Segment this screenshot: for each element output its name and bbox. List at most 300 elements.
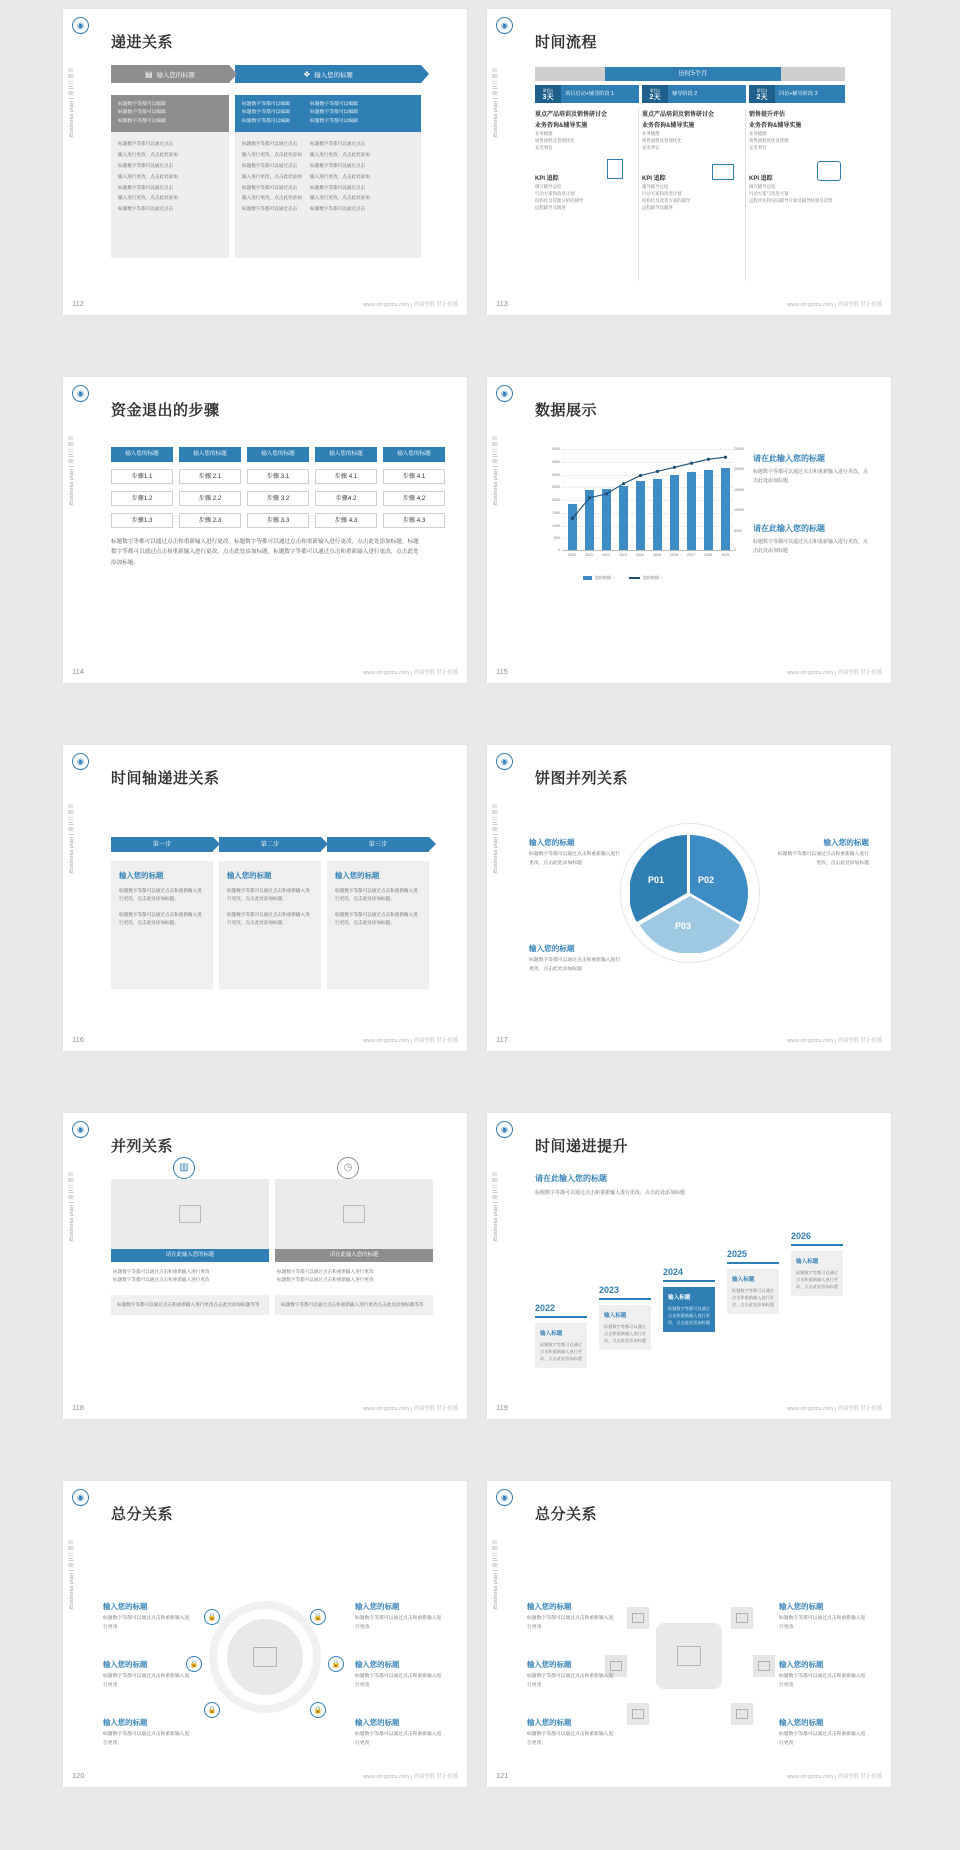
label-left-2 <box>527 1659 615 1690</box>
year-heading: 输入标题 <box>604 1312 627 1319</box>
step-cell: 步骤 4.1 <box>315 469 377 484</box>
step-column-1[interactable] <box>111 447 173 528</box>
group-head: 重点产品培训及销售研讨会 <box>535 112 608 118</box>
slide-sidetext: Business plan | 商业计划书 <box>69 435 75 505</box>
lock-icon: 🔒 <box>331 1661 341 1668</box>
step-cell: 步骤 2.3 <box>179 513 241 528</box>
image-placeholder-icon <box>736 1613 748 1623</box>
year-card-2025[interactable] <box>727 1249 779 1314</box>
lock-icon: 🔒 <box>189 1661 199 1668</box>
step-card-2[interactable] <box>219 837 321 989</box>
slide-113[interactable] <box>486 8 892 316</box>
label-left-3 <box>527 1717 615 1748</box>
image-placeholder-icon <box>179 1205 201 1223</box>
step-column-2[interactable] <box>179 447 241 528</box>
plot-area <box>562 449 733 557</box>
page-number: 113 <box>496 299 508 308</box>
node-tile-1[interactable] <box>627 1607 649 1629</box>
team-icon <box>817 161 841 181</box>
arrow-icon <box>213 837 220 851</box>
label-heading: 输入您的标题 <box>103 1602 148 1611</box>
arrow-icon <box>429 837 436 851</box>
label-right-3 <box>355 1717 443 1748</box>
block-text: 标题数字等都可以通过点击和重新输入进行更改，点击此处添加标题 <box>753 469 869 484</box>
label-right-3 <box>779 1717 867 1748</box>
list-item: 标题数字等都可以通过点击 <box>242 206 298 212</box>
label-heading: 输入您的标题 <box>355 1718 400 1727</box>
label-heading: 输入您的标题 <box>527 1602 572 1611</box>
slide-119[interactable] <box>486 1112 892 1420</box>
label-heading: 输入您的标题 <box>529 838 575 847</box>
year-label: 2025 <box>727 1249 748 1259</box>
list-item: 标题数字等都可以通过点击 <box>118 206 174 212</box>
step-3-stage: 阶段3 2天 <box>749 85 775 103</box>
label-left-2 <box>103 1659 191 1690</box>
page-number: 118 <box>72 1403 84 1412</box>
label-heading: 输入您的标题 <box>103 1718 148 1727</box>
label-right-2 <box>355 1659 443 1690</box>
band-text: 标题数字等都可以编辑 <box>242 102 290 107</box>
step-body <box>111 861 213 989</box>
slide-sidetext: Business plan | 商业计划书 <box>69 803 75 873</box>
label-text: 标题数字等都可以通过点击和重新输入进行更改 <box>779 1674 866 1688</box>
card-1-lines: 标题数字等都可以通过点击和重新输入进行更改 标题数字等都可以通过点击和重新输入进行更改 <box>113 1269 210 1283</box>
step-2-label: 辅导阶段 2 <box>672 91 698 97</box>
group-subs: 业务梳理 销售流程及管理优化 充电事官 <box>642 131 682 150</box>
year-label: 2022 <box>535 1303 556 1313</box>
image-placeholder-icon <box>677 1646 701 1666</box>
footer-note: www.rpt.gmzu.com | 内部资料 禁止传播 <box>363 1774 458 1780</box>
list-item: 标题数字等都可以通过点击 <box>118 141 174 147</box>
header-chip-1-label: 输入您的标题 <box>156 71 195 79</box>
globe-icon: ◉ <box>496 385 513 402</box>
column-3-bands <box>303 95 421 132</box>
x-tick: 2025 <box>653 553 661 557</box>
year-heading: 输入标题 <box>540 1330 563 1337</box>
node-lock-6[interactable] <box>310 1702 326 1718</box>
pie-outer-ring <box>620 823 760 963</box>
band-text: 标题数字等都可以编辑 <box>310 118 358 124</box>
slide-112[interactable] <box>62 8 468 316</box>
lock-icon: 🔒 <box>207 1707 217 1714</box>
band-text: 标题数字等都可以编辑 <box>242 118 290 124</box>
step-cell: 步骤 4.3 <box>315 513 377 528</box>
list-item: 输入进行更改，点击此处添加 <box>242 152 302 158</box>
page-title: 并列关系 <box>111 1138 174 1155</box>
year-card-2024[interactable] <box>663 1267 715 1332</box>
node-lock-2[interactable] <box>310 1609 326 1625</box>
page-title: 数据展示 <box>535 402 598 419</box>
group-head: 重点产品培训及销售研讨会 <box>642 112 715 118</box>
year-text: 标题数字等都可以通过点击和重新输入进行更改，点击此处添加标题 <box>540 1341 582 1361</box>
node-tile-5[interactable] <box>627 1703 649 1725</box>
label-heading: 输入您的标题 <box>527 1718 572 1727</box>
image-placeholder-icon <box>343 1205 365 1223</box>
step-tag: 第二步 <box>219 837 321 852</box>
step-cell: 步骤1.2 <box>111 491 173 506</box>
step-heading: 输入您的标题 <box>227 871 272 880</box>
x-tick: 2023 <box>619 553 627 557</box>
column-1-bands <box>111 95 229 132</box>
page-title: 时间轴递进关系 <box>111 770 220 787</box>
label-left-3 <box>103 1717 191 1748</box>
globe-icon: ◉ <box>72 753 89 770</box>
x-tick: 2026 <box>670 553 678 557</box>
page-title: 时间流程 <box>535 34 598 51</box>
step-text: 标题数字等都可以通过点击和重新输入进行更改，点击此处添加标题。 <box>119 888 202 902</box>
label-heading: 输入您的标题 <box>355 1602 400 1611</box>
page-title: 总分关系 <box>535 1506 598 1523</box>
step-cell: 步骤 3.3 <box>247 513 309 528</box>
group-subs: 填写辅导总结 行动方案和改进计划 结构化及管理分析的辅导 远程辅导及跟进 <box>535 184 584 210</box>
column-header: 输入您的标题 <box>315 447 377 462</box>
block-heading: 请在此输入您的标题 <box>753 454 825 463</box>
step-heading: 输入您的标题 <box>119 871 164 880</box>
header-chip-2-label: 输入您的标题 <box>314 71 353 79</box>
step-cell: 步骤 2.1 <box>179 469 241 484</box>
year-text: 标题数字等都可以通过点击和重新输入进行更改，点击此处添加标题 <box>796 1269 838 1289</box>
data-chart <box>543 447 753 580</box>
block-heading: 请在此输入您的标题 <box>753 524 825 533</box>
column-header: 输入您的标题 <box>179 447 241 462</box>
year-box-active <box>663 1287 715 1332</box>
list-item: 输入进行更改，点击此处添加 <box>310 152 370 158</box>
step-text: 标题数字等都可以通过点击和重新输入进行更改，点击此处添加标题。 <box>227 888 310 902</box>
slide-sidetext: Business plan | 商业计划书 <box>493 435 499 505</box>
slide-115[interactable] <box>486 376 892 684</box>
legend-series-1: 您的数据一 <box>583 575 615 581</box>
page-number: 116 <box>72 1035 84 1044</box>
card-1[interactable] <box>111 1162 269 1315</box>
footer-note: www.rpt.gmzu.com | 内部资料 禁止传播 <box>787 1406 882 1412</box>
group-subs: 业务梳理 销售流程及管理优化 充电事官 <box>535 131 575 150</box>
group-subs: 辅导辅导总结 行动方案和改进计划 结构化及改善方案的辅导 远程辅导及跟进 <box>642 184 691 210</box>
step-card-3[interactable] <box>327 837 429 989</box>
people-icon: ❖ <box>303 69 311 79</box>
node-lock-1[interactable] <box>204 1609 220 1625</box>
footer-note: www.rpt.gmzu.com | 内部资料 禁止传播 <box>363 1406 458 1412</box>
year-heading: 输入标题 <box>668 1294 691 1301</box>
right-block-1 <box>753 453 871 486</box>
list-item: 标题数字等都可以通过点击 <box>310 141 366 147</box>
column-header: 输入您的标题 <box>383 447 445 462</box>
pie-slice-label: P01 <box>648 875 665 885</box>
year-text: 标题数字等都可以通过点击和重新输入进行更改，点击此处添加标题 <box>668 1305 710 1325</box>
band-text: 标题数字等都可以编辑 <box>310 102 358 107</box>
card-2-lines: 标题数字等都可以通过点击和重新输入进行更改 标题数字等都可以通过点击和重新输入进行更改 <box>277 1269 374 1283</box>
list-item: 标题数字等都可以通过点击 <box>242 184 298 190</box>
year-box <box>791 1251 843 1296</box>
card-1-caption: 请在此输入您的标题 <box>111 1249 269 1262</box>
step-text: 标题数字等都可以通过点击和重新输入进行更改，点击此处添加标题。 <box>119 912 202 926</box>
label-right-1 <box>779 1601 867 1632</box>
arrow-blue-icon <box>421 65 429 83</box>
group-subs: 填写辅导总结 行动方案与改进方案 远程评估和实际辅导计划及辅导结果及反馈 <box>749 184 833 204</box>
pie-chart[interactable] <box>630 833 750 953</box>
list-item: 标题数字等都可以通过点击 <box>242 141 298 147</box>
slide-114[interactable] <box>62 376 468 684</box>
label-heading: 输入您的标题 <box>779 1718 824 1727</box>
label-text: 标题数字等都可以通过点击和重新输入进行更改 <box>779 1732 866 1746</box>
list-item: 输入进行更改，点击此处添加 <box>118 152 178 158</box>
label-text: 标题数字等都可以通过点击和重新输入进行更改 <box>355 1732 442 1746</box>
year-card-2026[interactable] <box>791 1231 843 1296</box>
y-axis-right: 25000 20000 15000 10000 5000 0 <box>734 447 744 552</box>
pie-label-left <box>529 837 621 868</box>
list-item: 输入进行更改，点击此处添加 <box>310 173 370 179</box>
label-text: 标题数字等都可以通过点击和重新输入进行更改 <box>779 1616 866 1630</box>
x-tick: 2029 <box>721 553 729 557</box>
node-tile-6[interactable] <box>731 1703 753 1725</box>
detail-column-3 <box>749 109 850 209</box>
step-1[interactable] <box>535 85 639 103</box>
step-card-1[interactable] <box>111 837 213 989</box>
document-icon: ▤ <box>145 69 153 79</box>
slide-sidetext: Business plan | 商业计划书 <box>69 1171 75 1241</box>
page-number: 115 <box>496 667 508 676</box>
label-heading: 输入您的标题 <box>527 1660 572 1669</box>
group-head: 业务咨询&辅导实施 <box>749 123 802 129</box>
intro-block <box>535 1173 785 1198</box>
page-number: 112 <box>72 299 84 308</box>
card-2[interactable] <box>275 1162 433 1315</box>
laptop-icon <box>712 164 734 180</box>
slide-120[interactable] <box>62 1480 468 1788</box>
slide-sidetext: Business plan | 商业计划书 <box>493 1539 499 1609</box>
divider <box>745 109 746 281</box>
pie-label-right <box>777 837 869 868</box>
band-text: 标题数字等都可以编辑 <box>118 102 166 107</box>
step-cell: 步骤 4.3 <box>383 513 445 528</box>
step-text: 标题数字等都可以通过点击和重新输入进行更改，点击此处添加标题。 <box>335 888 418 902</box>
year-heading: 输入标题 <box>732 1276 755 1283</box>
card-1-image[interactable] <box>111 1179 269 1249</box>
step-cell: 步骤4.2 <box>315 491 377 506</box>
arrow-icon <box>321 837 328 851</box>
label-heading: 输入您的标题 <box>823 838 869 847</box>
list-item: 标题数字等都可以通过点击 <box>118 162 174 168</box>
node-tile-4[interactable] <box>753 1655 775 1677</box>
group-head: KPI 追踪 <box>749 176 773 183</box>
band-text: 标题数字等都可以编辑 <box>118 110 166 116</box>
page-title: 递进关系 <box>111 34 174 51</box>
label-text: 标题数字等都可以通过点击和重新输入进行更改 <box>103 1674 190 1688</box>
year-label: 2026 <box>791 1231 812 1241</box>
group-head: KPI 追踪 <box>535 176 559 183</box>
step-cell: 步骤 4.1 <box>383 469 445 484</box>
card-2-image[interactable] <box>275 1179 433 1249</box>
step-2-stage: 阶段2 2天 <box>642 85 668 103</box>
step-3-label: 回访+辅导阶段 3 <box>779 91 818 97</box>
footer-note: www.rpt.gmzu.com | 内部资料 禁止传播 <box>787 1774 882 1780</box>
description-paragraph: 标题数字等都可以通过点击和重新输入进行更改。标题数字等都可以通过点击和重新输入进行更改，点击此处添加标题。标题数字等都可以通过点击和重新输入进行更改，点击此处添加标题。标题数字等都可以通过点击和重新输入进行更改，点击此处添加标题。 <box>111 539 419 566</box>
group-head: 业务咨询&辅导实施 <box>642 123 695 129</box>
label-text: 标题数字等都可以通过点击和重新输入进行更改，点击此处添加标题 <box>529 852 621 866</box>
step-cell: 步骤 3.1 <box>247 469 309 484</box>
slide-116[interactable] <box>62 744 468 1052</box>
step-1-stage: 阶段1 3天 <box>535 85 561 103</box>
label-heading: 输入您的标题 <box>779 1602 824 1611</box>
image-placeholder-icon <box>736 1709 748 1719</box>
pie-slice-label: P03 <box>675 921 692 931</box>
step-1-label: 项目启动+辅导阶段 1 <box>565 91 614 97</box>
column-3[interactable] <box>303 95 421 258</box>
list-item: 输入进行更改，点击此处添加 <box>118 173 178 179</box>
band-text: 标题数字等都可以编辑 <box>118 118 166 124</box>
globe-icon: ◉ <box>496 1489 513 1506</box>
year-label: 2024 <box>663 1267 684 1277</box>
label-text: 标题数字等都可以通过点击和重新输入进行更改 <box>103 1732 190 1746</box>
slide-sidetext: Business plan | 商业计划书 <box>493 803 499 873</box>
slide-118[interactable] <box>62 1112 468 1420</box>
slide-117[interactable] <box>486 744 892 1052</box>
label-text: 标题数字等都可以通过点击和重新输入进行更改 <box>355 1674 442 1688</box>
step-cell: 步骤 2.2 <box>179 491 241 506</box>
image-placeholder-icon <box>632 1709 644 1719</box>
card-1-block: 标题数字等都可以通过点击和重新输入进行更改点击此处添加标题等等 <box>111 1295 269 1315</box>
band-text: 标题数字等都可以编辑 <box>310 110 358 116</box>
divider <box>638 109 639 281</box>
image-placeholder-icon <box>758 1661 770 1671</box>
slide-sidetext: Business plan | 商业计划书 <box>493 67 499 137</box>
step-body <box>219 861 321 989</box>
year-card-2023[interactable] <box>599 1285 651 1350</box>
slide-sidetext: Business plan | 商业计划书 <box>69 1539 75 1609</box>
footer-note: www.rpt.gmzu.com | 内部资料 禁止传播 <box>787 670 882 676</box>
list-item: 标题数字等都可以通过点击 <box>310 162 366 168</box>
column-1-list <box>111 132 229 258</box>
y-axis-left: 4000 3500 3000 2500 2000 1500 1000 500 0 <box>552 447 560 552</box>
detail-column-2 <box>642 109 743 216</box>
list-item: 输入进行更改，点击此处添加 <box>118 195 178 201</box>
list-item: 标题数字等都可以通过点击 <box>310 206 366 212</box>
step-cell: 步骤1.1 <box>111 469 173 484</box>
column-3-list <box>303 132 421 258</box>
page-number: 121 <box>496 1771 509 1780</box>
year-card-2022[interactable] <box>535 1303 587 1368</box>
right-block-2 <box>753 523 871 556</box>
pie-slice-label: P02 <box>698 875 715 885</box>
band-text: 标题数字等都可以编辑 <box>242 110 290 116</box>
label-text: 标题数字等都可以通过点击和重新输入进行更改 <box>103 1616 190 1630</box>
list-item: 输入进行更改，点击此处添加 <box>242 173 302 179</box>
label-text: 标题数字等都可以通过点击和重新输入进行更改 <box>355 1616 442 1630</box>
list-item: 标题数字等都可以通过点击 <box>118 184 174 190</box>
lock-icon: 🔒 <box>313 1707 323 1714</box>
intro-text: 标题数字等都可以通过点击和重新输入进行更改，点击此处添加标题 <box>535 1190 686 1196</box>
page-title: 饼图并列关系 <box>535 770 629 787</box>
step-tag: 第三步 <box>327 837 429 852</box>
intro-heading: 请在此输入您的标题 <box>535 1174 607 1183</box>
center-hub[interactable] <box>227 1619 303 1695</box>
step-column-4[interactable] <box>315 447 377 528</box>
label-text: 标题数字等都可以通过点击和重新输入进行更改 <box>527 1674 614 1688</box>
label-heading: 输入您的标题 <box>355 1660 400 1669</box>
step-column-5[interactable] <box>383 447 445 528</box>
page-number: 117 <box>496 1035 508 1044</box>
node-lock-4[interactable] <box>328 1656 344 1672</box>
node-tile-2[interactable] <box>731 1607 753 1629</box>
step-2[interactable] <box>642 85 746 103</box>
lock-icon: 🔒 <box>313 1614 323 1621</box>
card-2-caption: 请在此输入您的标题 <box>275 1249 433 1262</box>
footer-note: www.rpt.gmzu.com | 内部资料 禁止传播 <box>363 670 458 676</box>
label-left-1 <box>103 1601 191 1632</box>
slide-121[interactable] <box>486 1480 892 1788</box>
step-body <box>327 861 429 989</box>
step-column-3[interactable] <box>247 447 309 528</box>
year-label: 2023 <box>599 1285 620 1295</box>
image-placeholder-icon <box>632 1613 644 1623</box>
step-heading: 输入您的标题 <box>335 871 380 880</box>
x-tick: 2021 <box>585 553 593 557</box>
clock-icon: ◷ <box>337 1157 359 1179</box>
list-item: 输入进行更改，点击此处添加 <box>310 195 370 201</box>
globe-icon: ◉ <box>496 753 513 770</box>
page-number: 119 <box>496 1403 508 1412</box>
header-chip-2[interactable] <box>235 65 421 83</box>
step-text: 标题数字等都可以通过点击和重新输入进行更改，点击此处添加标题。 <box>335 912 418 926</box>
globe-icon: ◉ <box>496 17 513 34</box>
clipboard-icon <box>607 159 623 179</box>
x-tick: 2028 <box>704 553 712 557</box>
x-tick: 2022 <box>602 553 610 557</box>
label-left-1 <box>527 1601 615 1632</box>
slide-sidetext: Business plan | 商业计划书 <box>69 67 75 137</box>
list-item: 标题数字等都可以通过点击 <box>310 184 366 190</box>
trend-line <box>562 449 737 551</box>
globe-icon: ◉ <box>72 1489 89 1506</box>
page-title: 资金退出的步骤 <box>111 402 220 419</box>
block-text: 标题数字等都可以通过点击和重新输入进行更改，点击此处添加标题 <box>753 539 869 554</box>
group-head: 销售提升评估 <box>749 112 786 118</box>
group-head: KPI 追踪 <box>642 176 666 183</box>
year-box <box>599 1305 651 1350</box>
center-hub[interactable] <box>656 1623 722 1689</box>
step-cell: 步骤 3.2 <box>247 491 309 506</box>
image-placeholder-icon <box>253 1647 277 1667</box>
group-head: 业务咨询&辅导实施 <box>535 123 588 129</box>
group-subs: 业务梳理 销售流程优化及管理 充电事官 <box>749 131 789 150</box>
step-cell: 步骤 4.2 <box>383 491 445 506</box>
lock-icon: 🔒 <box>207 1614 217 1621</box>
label-text: 标题数字等都可以通过点击和重新输入进行更改，点击此处添加标题 <box>529 958 621 972</box>
page-title: 总分关系 <box>111 1506 174 1523</box>
node-lock-5[interactable] <box>204 1702 220 1718</box>
label-text: 标题数字等都可以通过点击和重新输入进行更改 <box>527 1616 614 1630</box>
label-text: 标题数字等都可以通过点击和重新输入进行更改，点击此处添加标题 <box>777 852 869 866</box>
column-1[interactable] <box>111 95 229 258</box>
list-item: 输入进行更改，点击此处添加 <box>242 195 302 201</box>
year-text: 标题数字等都可以通过点击和重新输入进行更改，点击此处添加标题 <box>732 1287 774 1307</box>
legend-series-2: 您的数据二 <box>629 575 663 581</box>
globe-icon: ◉ <box>72 1121 89 1138</box>
label-heading: 输入您的标题 <box>529 944 575 953</box>
globe-icon: ◉ <box>496 1121 513 1138</box>
card-2-block: 标题数字等都可以通过点击和重新输入进行更改点击此处添加标题等等 <box>275 1295 433 1315</box>
label-text: 标题数字等都可以通过点击和重新输入进行更改 <box>527 1732 614 1746</box>
globe-icon: ◉ <box>72 385 89 402</box>
page-title: 时间递进提升 <box>535 1138 629 1155</box>
label-right-2 <box>779 1659 867 1690</box>
column-header: 输入您的标题 <box>247 447 309 462</box>
step-3[interactable] <box>749 85 845 103</box>
column-header: 输入您的标题 <box>111 447 173 462</box>
header-chip-1[interactable] <box>111 65 229 83</box>
step-text: 标题数字等都可以通过点击和重新输入进行更改，点击此处添加标题。 <box>227 912 310 926</box>
list-item: 标题数字等都可以通过点击 <box>242 162 298 168</box>
x-tick: 2027 <box>687 553 695 557</box>
